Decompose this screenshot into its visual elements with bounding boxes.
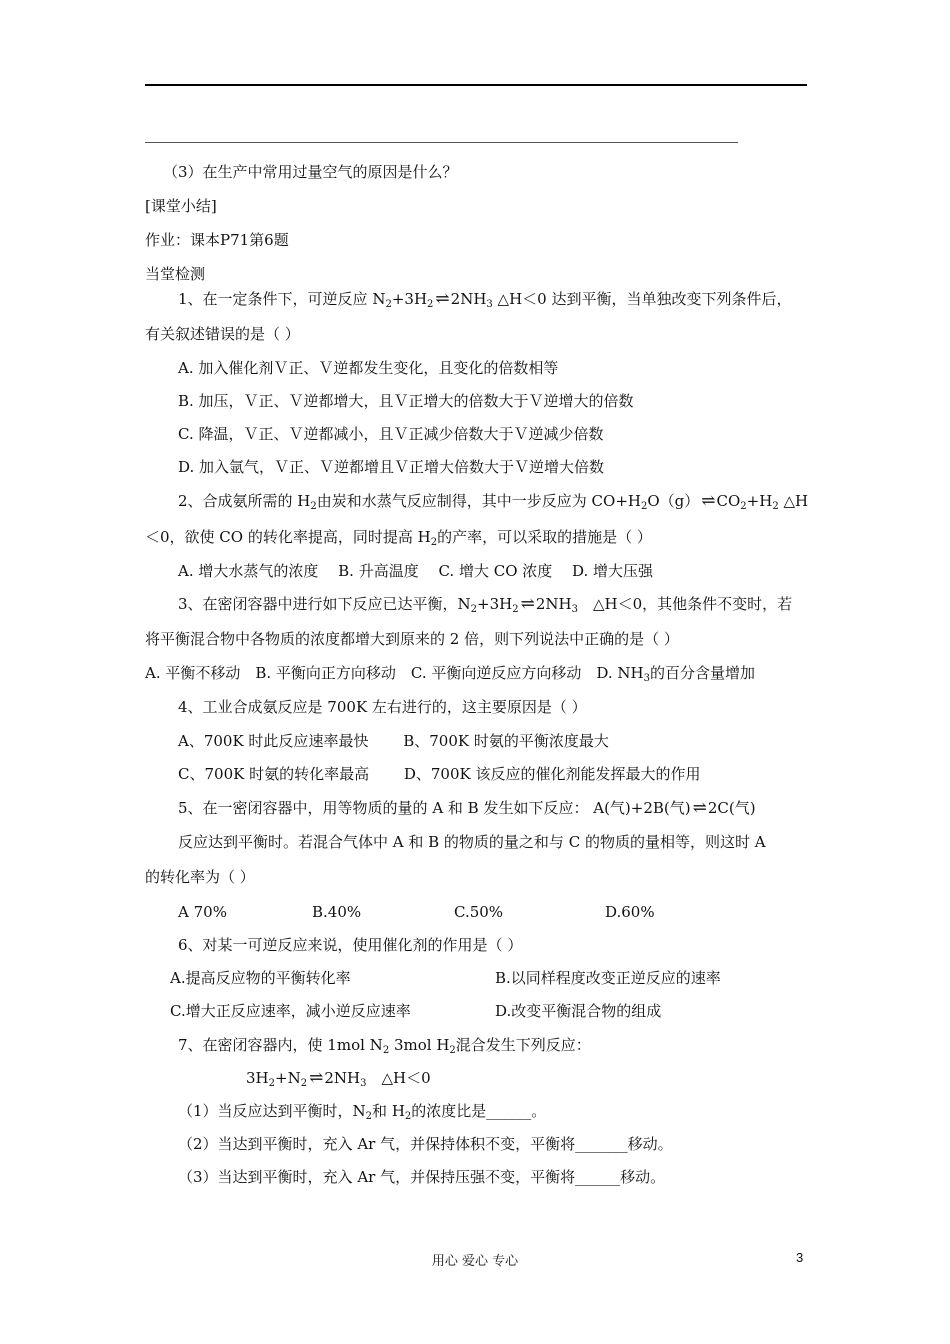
section-check-heading: 当堂检测 — [145, 265, 206, 283]
question-6-option-b: B.以同样程度改变正逆反应的速率 — [495, 969, 721, 987]
section-rule — [145, 142, 738, 143]
question-2: 2、合成氨所需的 $H_2$由炭和水蒸气反应制得，其中一步反应为 $CO+H_2O(g)$ ⇌ $CO_2+H_2$ △H — [178, 491, 809, 512]
question-1: 1、在一定条件下，可逆反应 $N_2+3H_2$ ⇌ $2NH_3$ △H＜0 达到平衡，当单独改变下列条件后， — [178, 289, 792, 310]
question-5-option-d: D.60% — [605, 903, 655, 921]
question-7-part-1: （1）当反应达到平衡时，$N_2$和 $H_2$的浓度比是______。 — [178, 1102, 547, 1122]
question-1-option-d: D. 加入氩气，Ｖ正、Ｖ逆都增且Ｖ正增大倍数大于Ｖ逆增大倍数 — [178, 458, 605, 476]
question-5-option-a: A 70% — [178, 903, 227, 921]
question-4-options-ab: A、700K 时此反应速率最快 B、700K 时氨的平衡浓度最大 — [178, 732, 609, 750]
header-rule — [145, 84, 807, 86]
homework-line: 作业：课本P71第6题 — [145, 231, 289, 249]
question-1-option-b: B. 加压，Ｖ正、Ｖ逆都增大，且Ｖ正增大的倍数大于Ｖ逆增大的倍数 — [178, 392, 634, 410]
question-5-line3: 的转化率为（ ） — [145, 868, 255, 886]
question-5-line2: 反应达到平衡时。若混合气体中 A 和 B 的物质的量之和与 C 的物质的量相等，则这时 A — [178, 833, 766, 851]
equilibrium-arrow-icon: ⇌ — [520, 594, 534, 614]
question-3-options: A. 平衡不移动 B. 平衡向正方向移动 C. 平衡向逆反应方向移动 D. $NH_3$的百分含量增加 — [145, 664, 756, 684]
question-3: 3、在密闭容器中进行如下反应已达平衡，$N_2+3H_2$ ⇌ $2NH_3$ △H＜0，其他条件不变时，若 — [178, 594, 793, 615]
question-6-option-a: A.提高反应物的平衡转化率 — [170, 969, 351, 987]
question-7-part-2: （2）当达到平衡时，充入 Ar 气，并保持体积不变，平衡将_______移动。 — [178, 1135, 673, 1153]
question-7: 7、在密闭容器内，使 1mol $N_2$ 3mol $H_2$混合发生下列反应： — [178, 1036, 591, 1056]
question-6-option-c: C.增大正反应速率，减小逆反应速率 — [170, 1002, 411, 1020]
question-1-option-a: A. 加入催化剂Ｖ正、Ｖ逆都发生变化，且变化的倍数相等 — [178, 359, 559, 377]
question-6-option-d: D.改变平衡混合物的组成 — [495, 1002, 662, 1020]
question-3-remainder: （3）在生产中常用过量空气的原因是什么？ — [163, 163, 458, 181]
question-6: 6、对某一可逆反应来说，使用催化剂的作用是（ ） — [178, 936, 523, 954]
page-number: 3 — [796, 1250, 804, 1265]
question-5-option-b: B.40% — [312, 903, 362, 921]
equilibrium-arrow-icon: ⇌ — [701, 491, 715, 511]
question-1-line2: 有关叙述错误的是（ ） — [145, 325, 300, 343]
question-4: 4、工业合成氨反应是 700K 左右进行的，这主要原因是（ ） — [178, 698, 587, 716]
question-4-options-cd: C、700K 时氨的转化率最高 D、700K 该反应的催化剂能发挥最大的作用 — [178, 765, 701, 783]
question-2-options: A. 增大水蒸气的浓度 B. 升高温度 C. 增大 CO 浓度 D. 增大压强 — [178, 562, 654, 580]
question-7-part-3: （3）当达到平衡时，充入 Ar 气，并保持压强不变，平衡将______移动。 — [178, 1168, 666, 1186]
question-3-line2: 将平衡混合物中各物质的浓度都增大到原来的 2 倍，则下列说法中正确的是（ ） — [145, 630, 679, 648]
page-footer: 用心 爱心 专心 — [431, 1254, 519, 1269]
question-7-equation: $3H_2+N_2$ ⇌ $2NH_3$ △H＜0 — [246, 1068, 431, 1089]
section-summary-heading: [课堂小结] — [145, 197, 217, 215]
question-2-line2: ＜0，欲使 CO 的转化率提高，同时提高 $H_2$的产率，可以采取的措施是（ ） — [145, 528, 652, 548]
question-5-option-c: C.50% — [454, 903, 504, 921]
equilibrium-arrow-icon: ⇌ — [692, 798, 706, 818]
question-1-option-c: C. 降温，Ｖ正、Ｖ逆都减小，且Ｖ正减少倍数大于Ｖ逆减少倍数 — [178, 425, 604, 443]
equilibrium-arrow-icon: ⇌ — [309, 1068, 323, 1088]
equilibrium-arrow-icon: ⇌ — [435, 289, 449, 309]
question-5: 5、在一密闭容器中，用等物质的量的 A 和 B 发生如下反应： A(气)+2B(气) ⇌ 2C(气) — [178, 798, 756, 818]
